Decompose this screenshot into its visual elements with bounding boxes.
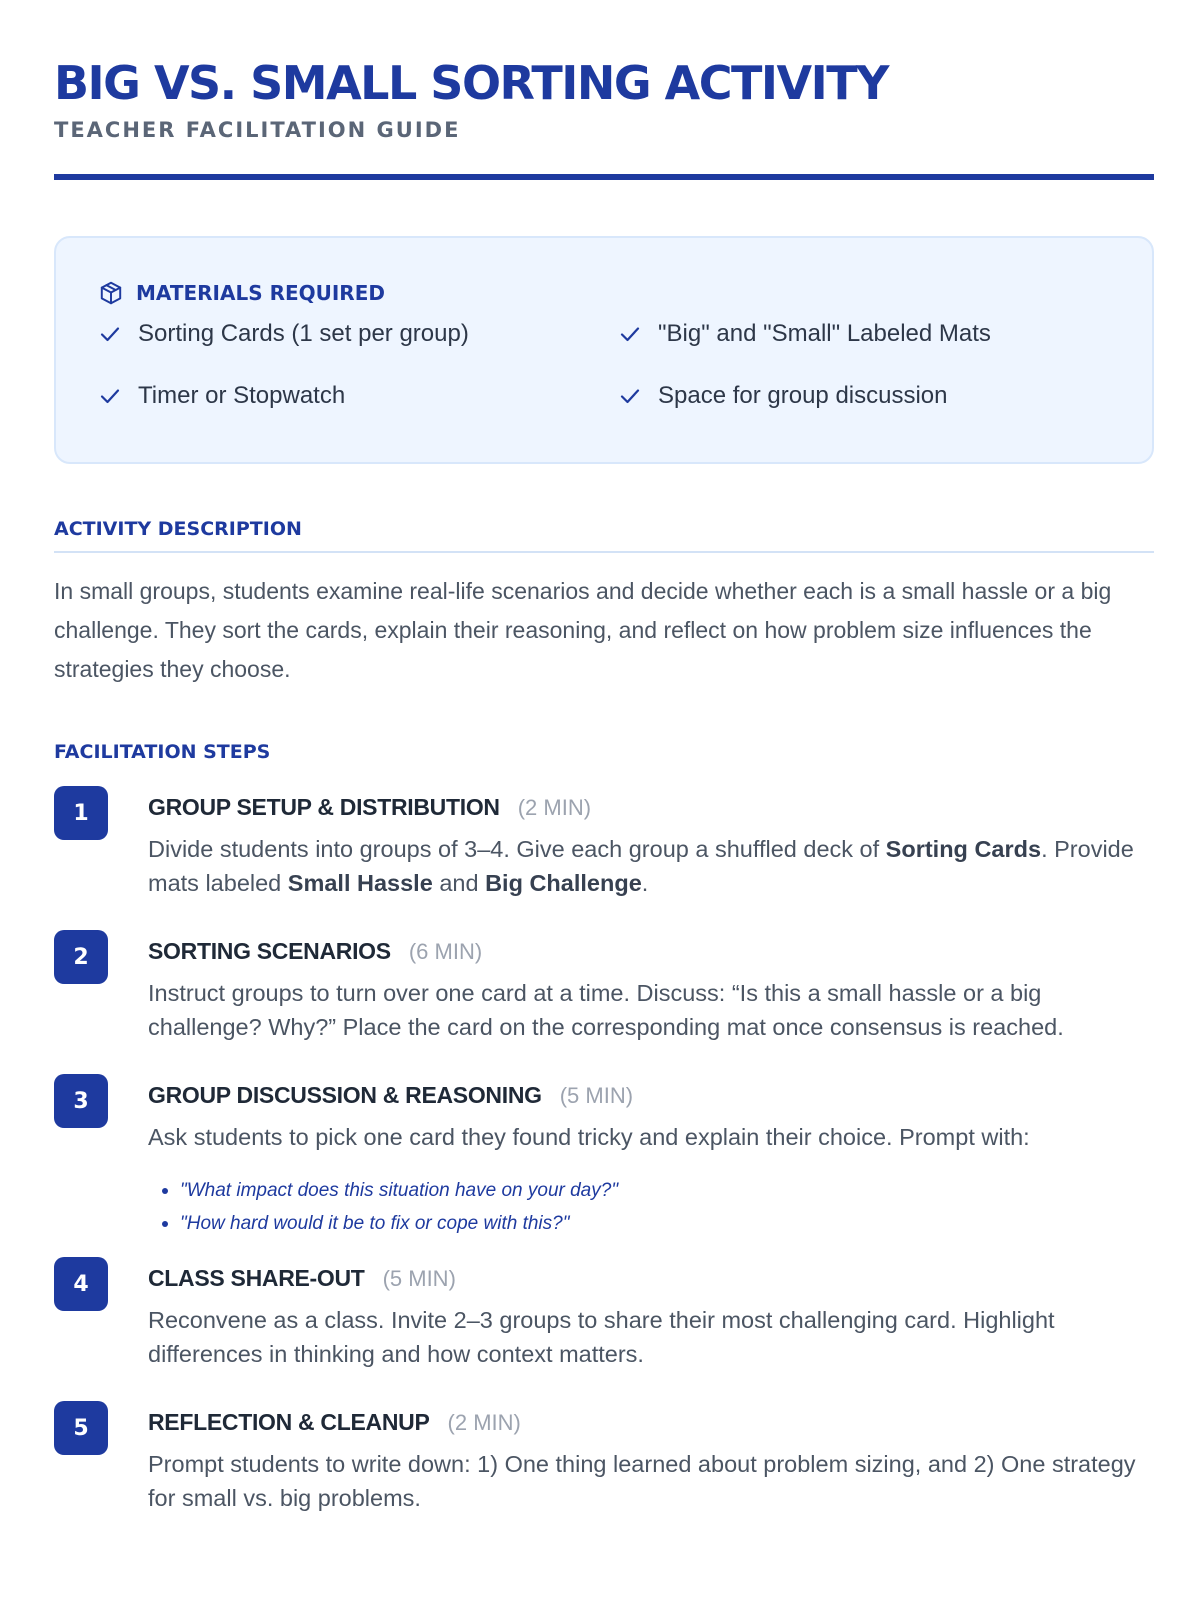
step-title: REFLECTION & CLEANUP: [148, 1409, 430, 1435]
term-small-hassle: Small Hassle: [287, 870, 433, 896]
step-header: [148, 1265, 456, 1292]
activity-description-text: In small groups, students examine real-life scenarios and decide whether each is a small hassle or a big challenge. They sort the cards, explain their reasoning, and reflect on how problem size influences the strategies they choose.: [54, 578, 1112, 682]
check-icon: [618, 322, 642, 346]
step-body-text: . Provide mats labeled: [148, 836, 1134, 896]
step-body: [148, 832, 1154, 900]
step-number-badge: 5: [54, 1401, 108, 1455]
page-subtitle: TEACHER FACILITATION GUIDE: [54, 118, 461, 142]
step-duration: (5 MIN): [559, 1083, 634, 1108]
prompt-item: [162, 1207, 618, 1240]
activity-description-heading: ACTIVITY DESCRIPTION: [54, 518, 302, 540]
step-duration: (2 MIN): [447, 1410, 521, 1435]
materials-panel: [54, 236, 1154, 464]
step-header: [148, 938, 482, 965]
material-label: Sorting Cards (1 set per group): [138, 320, 469, 347]
step-duration: (5 MIN): [382, 1266, 456, 1291]
step-body-text: and: [432, 870, 486, 896]
step-body: Ask students to pick one card they found tricky and explain their choice. Prompt with:: [148, 1124, 1030, 1150]
prompt-list: [162, 1174, 618, 1240]
step-body: Instruct groups to turn over one card at a time. Discuss: “Is this a small hassle or a big challenge? Why?” Place the card on the corresponding mat once consensus is reached.: [148, 980, 1064, 1040]
material-item: [98, 320, 469, 348]
step-body: Reconvene as a class. Invite 2–3 groups to share their most challenging card. Highlight differences in thinking and how context matters.: [148, 1307, 1055, 1367]
material-label: Timer or Stopwatch: [138, 382, 346, 409]
step-number-badge: 3: [54, 1074, 108, 1128]
facilitation-steps-heading: FACILITATION STEPS: [54, 741, 271, 763]
material-label: Space for group discussion: [658, 382, 948, 409]
check-icon: [98, 322, 122, 346]
step-body: Prompt students to write down: 1) One thing learned about problem sizing, and 2) One strategy for small vs. big problems.: [148, 1451, 1136, 1511]
step-header: [148, 1409, 521, 1436]
bullet-dot: [162, 1188, 168, 1194]
step-title: GROUP SETUP & DISTRIBUTION: [148, 794, 500, 820]
material-item: [618, 382, 948, 410]
step-title: CLASS SHARE-OUT: [148, 1265, 365, 1291]
step-number-badge: 2: [54, 930, 108, 984]
box-icon: [98, 280, 124, 306]
step-number-badge: 4: [54, 1257, 108, 1311]
step-header: [148, 1082, 633, 1109]
check-icon: [98, 384, 122, 408]
step-title: SORTING SCENARIOS: [148, 938, 391, 964]
page-title: BIG VS. SMALL SORTING ACTIVITY: [54, 56, 888, 110]
step-header: [148, 794, 591, 821]
step-duration: (2 MIN): [517, 795, 592, 820]
material-item: [98, 382, 345, 410]
step-body-text: Divide students into groups of 3–4. Give each group a shuffled deck of: [148, 836, 886, 862]
prompt-item: [162, 1174, 618, 1207]
materials-header: [98, 280, 385, 306]
materials-heading: MATERIALS REQUIRED: [136, 281, 385, 305]
check-icon: [618, 384, 642, 408]
bullet-dot: [162, 1221, 168, 1227]
term-big-challenge: Big Challenge: [485, 870, 642, 896]
title-divider: [54, 174, 1154, 180]
term-sorting-cards: Sorting Cards: [885, 836, 1042, 862]
step-body-text: .: [641, 870, 649, 896]
section-divider: [54, 551, 1154, 553]
prompt-text: "How hard would it be to fix or cope with this?": [180, 1213, 570, 1234]
material-item: [618, 320, 991, 348]
prompt-text: "What impact does this situation have on your day?": [180, 1180, 619, 1201]
material-label: "Big" and "Small" Labeled Mats: [658, 320, 991, 347]
step-number-badge: 1: [54, 786, 108, 840]
step-duration: (6 MIN): [408, 939, 483, 964]
step-title: GROUP DISCUSSION & REASONING: [148, 1082, 542, 1108]
